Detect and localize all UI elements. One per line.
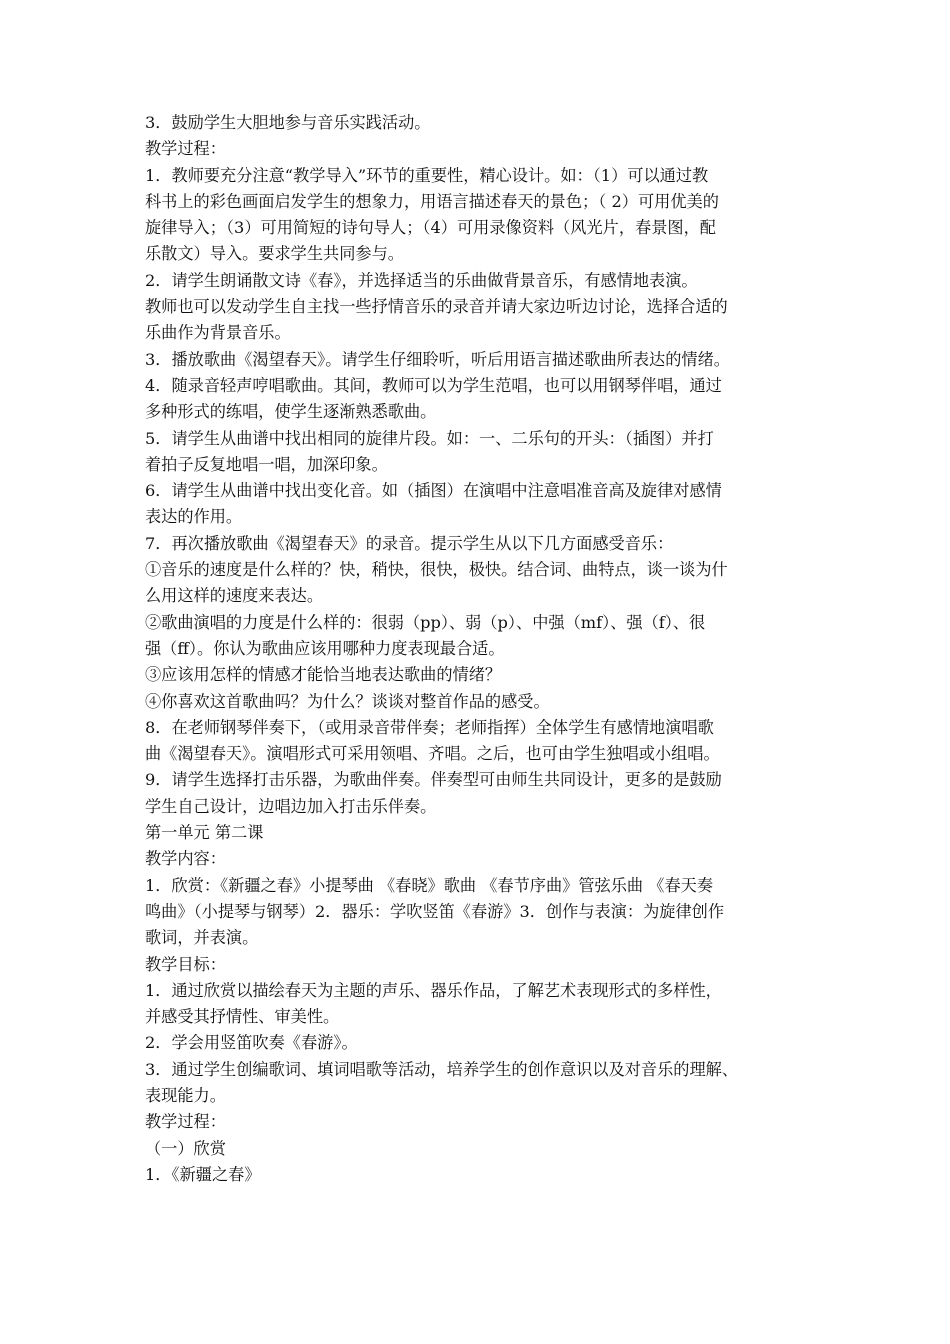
text-line: ①音乐的速度是什么样的？快，稍快，很快，极快。结合词、曲特点，谈一谈为什: [145, 560, 728, 580]
text-line: ④你喜欢这首歌曲吗？为什么？谈谈对整首作品的感受。: [145, 691, 550, 711]
text-line: 3．通过学生创编歌词、填词唱歌等活动，培养学生的创作意识以及对音乐的理解、: [145, 1059, 739, 1079]
text-line: 1．教师要充分注意“教学导入”环节的重要性，精心设计。如：（1）可以通过教: [145, 165, 709, 185]
text-line: 学生自己设计，边唱边加入打击乐伴奏。: [145, 796, 437, 816]
text-line: 表现能力。: [145, 1085, 226, 1105]
text-line: 第一单元 第二课: [145, 823, 264, 843]
text-line: 7．再次播放歌曲《渴望春天》的录音。提示学生从以下几方面感受音乐：: [145, 533, 674, 553]
text-line: 9．请学生选择打击乐器，为歌曲伴奏。伴奏型可由师生共同设计，更多的是鼓励: [145, 770, 722, 790]
text-line: 2．学会用竖笛吹奏《春游》。: [145, 1033, 358, 1053]
text-line: 强（ff）。你认为歌曲应该用哪种力度表现最合适。: [145, 638, 505, 658]
text-line: 教学过程：: [145, 139, 226, 159]
text-line: 教学内容：: [145, 849, 226, 869]
text-line: 1．通过欣赏以描绘春天为主题的声乐、器乐作品，了解艺术表现形式的多样性，: [145, 980, 722, 1000]
text-line: 乐散文）导入。要求学生共同参与。: [145, 244, 404, 264]
text-line: 歌词，并表演。: [145, 928, 259, 948]
text-line: （一）欣赏: [145, 1138, 226, 1158]
text-line: 3．鼓励学生大胆地参与音乐实践活动。: [145, 113, 431, 132]
text-line: 着拍子反复地唱一唱，加深印象。: [145, 454, 388, 474]
text-line: 教学过程：: [145, 1112, 226, 1132]
text-line: 3．播放歌曲《渴望春天》。请学生仔细聆听，听后用语言描述歌曲所表达的情绪。: [145, 349, 730, 369]
text-line: 鸣曲》（小提琴与钢琴）2．器乐：学吹竖笛《春游》3．创作与表演：为旋律创作: [145, 901, 725, 921]
text-line: ③应该用怎样的情感才能恰当地表达歌曲的情绪？: [145, 665, 502, 685]
text-line: 6．请学生从曲谱中找出变化音。如（插图）在演唱中注意唱准音高及旋律对感情: [145, 481, 722, 501]
text-line: 5．请学生从曲谱中找出相同的旋律片段。如：一、二乐句的开头：（插图）并打: [145, 428, 714, 448]
text-line: 1．《新疆之春》: [145, 1164, 261, 1184]
text-line: ②歌曲演唱的力度是什么样的：很弱（pp）、弱（p）、中强（mf）、强（f）、很: [145, 612, 706, 632]
text-line: 多种形式的练唱，使学生逐渐熟悉歌曲。: [145, 402, 437, 422]
text-line: 旋律导入；（3）可用简短的诗句导人；（4）可用录像资料（风光片，春景图，配: [145, 218, 716, 238]
text-line: 科书上的彩色画面启发学生的想象力，用语言描述春天的景色；（ 2）可用优美的: [145, 191, 719, 211]
text-line: 么用这样的速度来表达。: [145, 586, 324, 606]
text-line: 4．随录音轻声哼唱歌曲。其间，教师可以为学生范唱，也可以用钢琴伴唱，通过: [145, 375, 722, 395]
text-line: 教学目标：: [145, 954, 226, 974]
document-body: [145, 110, 825, 1188]
text-line: 曲《渴望春天》。演唱形式可采用领唱、齐唱。之后，也可由学生独唱或小组唱。: [145, 744, 720, 764]
text-line: 1．欣赏：《新疆之春》小提琴曲 《春晓》歌曲 《春节序曲》管弦乐曲 《春天奏: [145, 875, 714, 895]
text-line: 2．请学生朗诵散文诗《春》，并选择适当的乐曲做背景音乐，有感情地表演。: [145, 270, 698, 290]
text-line: 8．在老师钢琴伴奏下，（或用录音带伴奏；老师指挥）全体学生有感情地演唱歌: [145, 717, 714, 737]
text-line: 教师也可以发动学生自主找一些抒情音乐的录音并请大家边听边讨论，选择合适的: [145, 297, 728, 317]
text-line: 表达的作用。: [145, 507, 243, 527]
text-line: 乐曲作为背景音乐。: [145, 323, 291, 343]
text-line: 并感受其抒情性、审美性。: [145, 1007, 340, 1027]
